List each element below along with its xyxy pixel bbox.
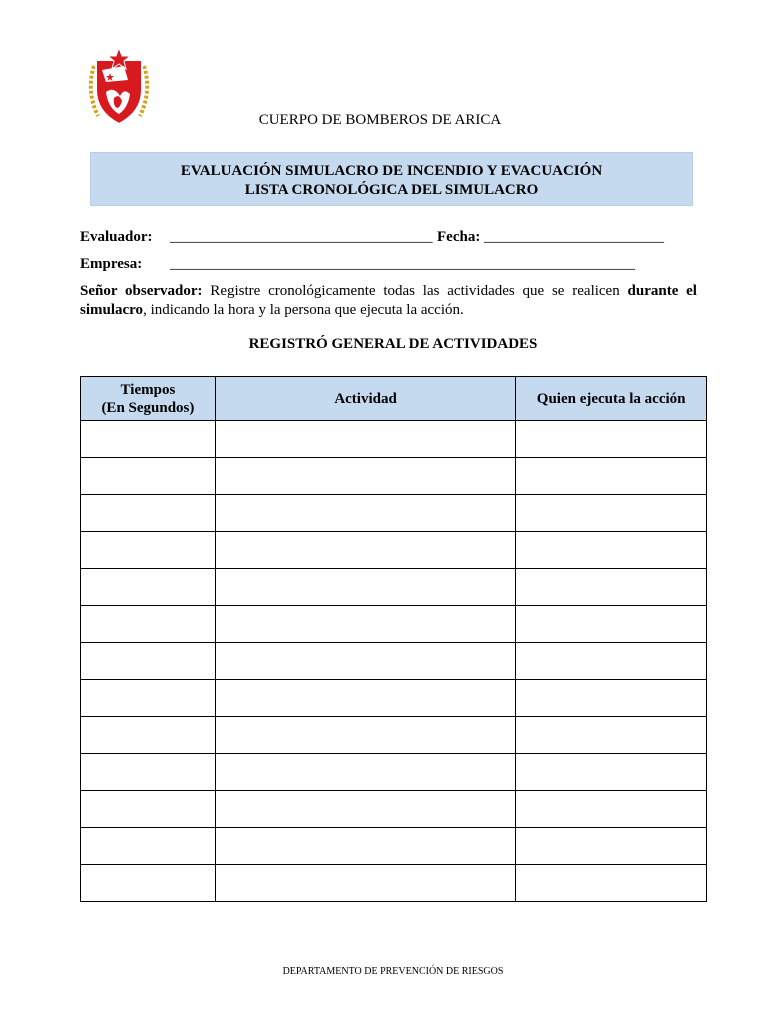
column-header-tiempos-line2: (En Segundos) [101,399,195,416]
cell-actividad[interactable] [215,717,515,754]
cell-quien[interactable] [516,754,707,791]
cell-tiempo[interactable] [81,532,216,569]
instructions-text: Registre cronológicamente todas las actividades que se realicen [202,283,628,299]
cell-tiempo[interactable] [81,717,216,754]
organization-name: CUERPO DE BOMBEROS DE ARICA [258,112,502,128]
cell-actividad[interactable] [215,754,515,791]
cell-quien[interactable] [516,532,707,569]
table-header-row [81,377,707,421]
cell-actividad[interactable] [215,680,515,717]
table-row [81,717,707,754]
empresa-field[interactable]: ______________________________________________________________ [170,256,635,272]
column-header-tiempos [81,377,216,421]
cell-actividad[interactable] [215,421,515,458]
section-title: REGISTRÓ GENERAL DE ACTIVIDADES [248,336,538,352]
table-row [81,680,707,717]
cell-actividad[interactable] [215,865,515,902]
table-row [81,865,707,902]
column-header-tiempos-line1: Tiempos [120,381,176,398]
cell-quien[interactable] [516,606,707,643]
cell-tiempo[interactable] [81,606,216,643]
table-row [81,643,707,680]
cell-quien[interactable] [516,680,707,717]
table-row [81,606,707,643]
cell-actividad[interactable] [215,532,515,569]
evaluador-label: Evaluador: [80,229,153,245]
cell-tiempo[interactable] [81,865,216,902]
cell-tiempo[interactable] [81,421,216,458]
cell-tiempo[interactable] [81,458,216,495]
cell-quien[interactable] [516,458,707,495]
cell-quien[interactable] [516,791,707,828]
table-row [81,828,707,865]
observer-instructions [80,282,697,320]
cell-tiempo[interactable] [81,643,216,680]
cell-tiempo[interactable] [81,754,216,791]
column-header-quien: Quien ejecuta la acción [516,377,707,421]
cell-actividad[interactable] [215,643,515,680]
table-row [81,421,707,458]
empresa-row [80,256,635,273]
cell-quien[interactable] [516,717,707,754]
cell-quien[interactable] [516,421,707,458]
cell-tiempo[interactable] [81,569,216,606]
table-row [81,754,707,791]
table-body [81,421,707,902]
cell-quien[interactable] [516,643,707,680]
cell-tiempo[interactable] [81,680,216,717]
table-row [81,495,707,532]
table-row [81,458,707,495]
document-title-box [90,152,693,206]
cell-actividad[interactable] [215,458,515,495]
cell-actividad[interactable] [215,828,515,865]
table-row [81,791,707,828]
instructions-lead: Señor observador: [80,283,203,299]
cell-tiempo[interactable] [81,828,216,865]
cell-actividad[interactable] [215,791,515,828]
cell-quien[interactable] [516,569,707,606]
cell-tiempo[interactable] [81,495,216,532]
cell-actividad[interactable] [215,495,515,532]
document-subtitle: LISTA CRONOLÓGICA DEL SIMULACRO [244,182,539,198]
document-title: EVALUACIÓN SIMULACRO DE INCENDIO Y EVACUACIÓN [180,163,603,179]
evaluador-row [80,229,664,246]
fecha-label: Fecha: [437,229,481,245]
evaluador-field[interactable]: ___________________________________ [170,229,433,245]
cell-quien[interactable] [516,828,707,865]
instructions-emphasis: durante el simulacro [80,283,697,318]
cell-tiempo[interactable] [81,791,216,828]
footer-department: DEPARTAMENTO DE PREVENCIÓN DE RIESGOS [282,966,504,977]
cell-actividad[interactable] [215,606,515,643]
activity-log-table [80,376,707,902]
column-header-actividad: Actividad [215,377,515,421]
table-row [81,532,707,569]
instructions-text-end: , indicando la hora y la persona que ejecuta la acción. [143,302,464,318]
cell-quien[interactable] [516,495,707,532]
cell-actividad[interactable] [215,569,515,606]
table-row [81,569,707,606]
empresa-label: Empresa: [80,256,143,272]
fecha-field[interactable]: ________________________ [484,229,664,245]
cell-quien[interactable] [516,865,707,902]
